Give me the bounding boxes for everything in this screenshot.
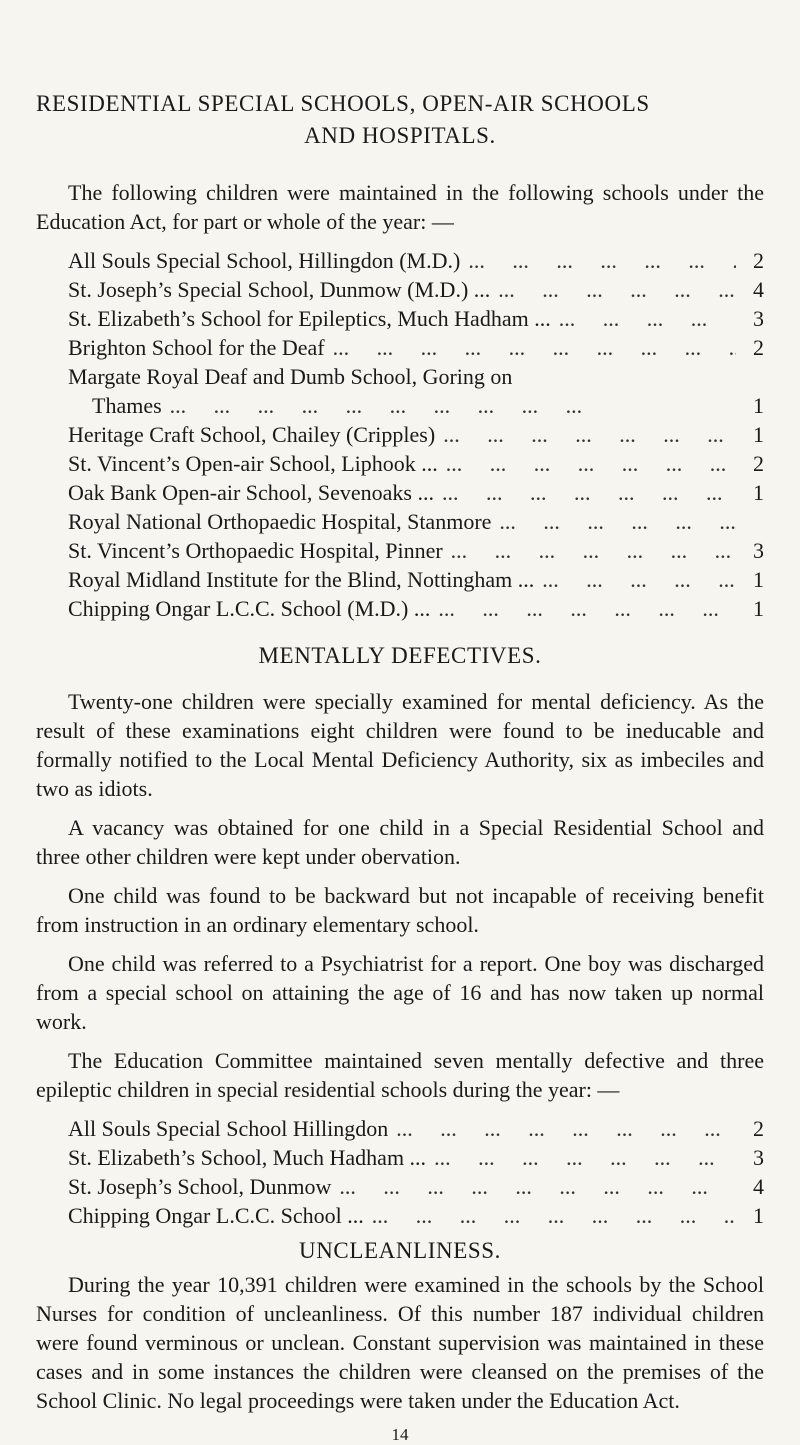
list-item: St. Elizabeth’s School, Much Hadham ... ... 3 (68, 1143, 764, 1172)
list-item: St. Vincent’s Open-air School, Liphook ... ... 2 (68, 449, 764, 478)
list-item: Chipping Ongar L.C.C. School (M.D.) ... ... 1 (68, 594, 764, 623)
list-item: Chipping Ongar L.C.C. School ... ... 1 (68, 1201, 764, 1230)
intro-paragraph: The following children were maintained in the following schools under the Education Act, for part or whole of the year: — (36, 180, 764, 234)
mental-schools-list (68, 1114, 764, 1230)
mental-paragraph-5: The Education Committee maintained seven mentally defective and three epileptic children in special residential schools during the year: — (36, 1048, 764, 1102)
list-item: All Souls Special School, Hillingdon (M.D.) ... 2 (68, 246, 764, 275)
list-item: All Souls Special School Hillingdon ... 2 (68, 1114, 764, 1143)
list-item: St. Vincent’s Orthopaedic Hospital, Pinner ... 3 (68, 536, 764, 565)
mental-paragraph-3: One child was found to be backward but not incapable of receiving benefit from instruction in an ordinary elementary school. (36, 883, 764, 937)
mental-paragraph-2: A vacancy was obtained for one child in a Special Residential School and three other children were kept under obervation. (36, 815, 764, 869)
uncleanliness-paragraph: During the year 10,391 children were examined in the schools by the School Nurses for condition of uncleanliness. Of this number 187 individual children were found verminous or unclean. Constant supervision was maintained in these cases and in some instances the children were cleansed on the premises of the School Clinic. No legal proceedings were taken under the Education Act. (36, 1272, 764, 1413)
page-number: 14 (391, 1425, 409, 1444)
mental-paragraph-4: One child was referred to a Psychiatrist for a report. One boy was discharged from a special school on attaining the age of 16 and has now taken up normal work. (36, 951, 764, 1034)
list-item: Brighton School for the Deaf ... 2 (68, 333, 764, 362)
list-item: Royal Midland Institute for the Blind, Nottingham ... ... 1 (68, 565, 764, 594)
section-heading-line1: RESIDENTIAL SPECIAL SCHOOLS, OPEN-AIR SCHOOLS (36, 91, 650, 116)
list-item: Thames ... 1 (68, 391, 764, 420)
list-item: Oak Bank Open-air School, Sevenoaks ... ... 1 (68, 478, 764, 507)
list-item: St. Joseph’s Special School, Dunmow (M.D.) ... ... 4 (68, 275, 764, 304)
list-item: St. Elizabeth’s School for Epileptics, Much Hadham ... ... 3 (68, 304, 764, 333)
list-item: Margate Royal Deaf and Dumb School, Goring on (68, 364, 513, 389)
list-item: St. Joseph’s School, Dunmow ... 4 (68, 1172, 764, 1201)
mental-paragraph-1: Twenty-one children were specially examined for mental deficiency. As the result of these examinations eight children were found to be ineducable and formally notified to the Local Mental Deficiency Authority, six as imbeciles and two as idiots. (36, 689, 764, 801)
mental-defectives-heading: MENTALLY DEFECTIVES. (258, 643, 542, 668)
list-item: Heritage Craft School, Chailey (Cripples) ... 1 (68, 420, 764, 449)
list-item: Royal National Orthopaedic Hospital, Stanmore ... (68, 507, 764, 536)
section-heading-line2: AND HOSPITALS. (304, 123, 496, 148)
uncleanliness-heading: UNCLEANLINESS. (299, 1238, 501, 1263)
schools-list (68, 246, 764, 623)
